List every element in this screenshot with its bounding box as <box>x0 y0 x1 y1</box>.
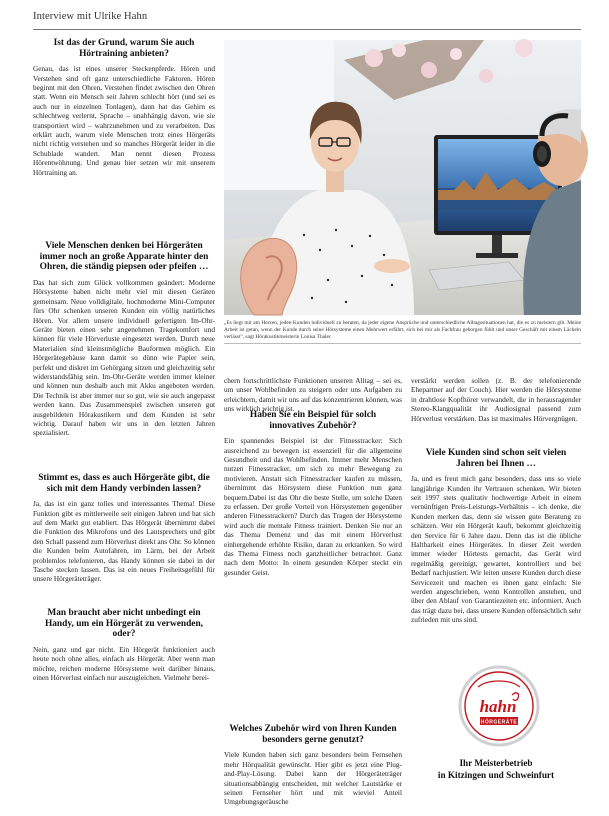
answer-beliebtes-zubehoer: Viele Kunden haben sich ganz besonders beim Fernsehen mehr Hörqualität gewünscht. Hier gibt es jetzt eine Plug-and-Play-Lösung. Dabei kann der Hörgeräteträger situationsabhängig entscheiden, mit welcher Lautstärke er seinen Fernseher hört und mit wieviel Anteil Umgebungsgeräusche <box>224 750 402 807</box>
answer-ohne-handy-continued: chern fortschrittlichste Funktionen unseren Alltag – sei es, um unser Wohlbefinden zu steigern oder uns Aufgaben zu erleichtern, damit wir uns auf das konzentrieren können, was uns wirklich wichtig ist. <box>224 376 402 414</box>
page-header <box>33 8 581 30</box>
column-left <box>33 36 215 710</box>
fitting-session-photo <box>224 40 581 315</box>
logo-subtitle: HÖRGERÄTE <box>480 719 518 726</box>
photo-illustration <box>224 40 581 315</box>
answer-beliebtes-zubehoer-continued: verstärkt werden sollen (z. B. der telefonierende Ehepartner auf der Couch). Hier werden die Hörsysteme in drahtlose Kopfhörer verwandelt, die in herausragender Stereo-Klangqualität ihr Audiosignal passend zum Hörverlust verstärken. Das ist maximales Hörvergnügen. <box>411 376 581 423</box>
sponsor-line-1: Ihr Meisterbetrieb <box>459 758 533 768</box>
sponsor-tagline <box>411 758 581 781</box>
question-heading-hoertraining: Ist das der Grund, warum Sie auch Hörtraining anbieten? <box>53 38 195 59</box>
answer-grosse-apparate: Das hat sich zum Glück vollkommen geändert: Moderne Hörsysteme haben nicht mehr viel mit diesen Geräten gemeinsam. Neue volldigitale, hochmoderne Mini-Computer fürs Ohr schenken unseren Kunden ein völlig natürliches Hören. Vor allem unsere individuell gefertigten Im-Ohr-Geräte bieten einen sehr angenehmen Tragekomfort und können für viele Hörverluste eingesetzt werden. Durch neue Materialien sind kleinstmögliche Bauformen möglich. Ein Hörgerätegehäuse kann damit so dünn wie Papier sein, perfekt und diskret im Gehörgang sitzen und gleichzeitig sehr widerstandsfähig sein. Im-Ohr-Geräte werden immer kleiner und können nun deshalb auch mit Akku angeboten werden. Die Technik ist aber immer nur so gut, wie sie auch angepasst werden kann. Das Zusammenspiel zwischen unseren gut ausgebildeten Hörakustikern und dem Kunden ist sehr wichtig. Darauf haben wir uns in den letzten Jahren spezialisiert. <box>33 277 215 438</box>
answer-handy-verbinden: Ja, das ist ein ganz tolles und interessantes Thema! Diese Funktion gibt es mittlerweile seit einigen Jahren und hat sich auf dem Markt gut etabliert. Das Hörgerät übernimmt dabei die Funktion des Mikrofons und des Lautsprechers und gibt den Schall passend zum Hörverlust direkt ans Ohr. So können die Kunden beim Autofahren, im Lärm, bei der Arbeit problemlos telefonieren, das Handy können sie dabei in der Tasche stecken lassen. Das ist ein neues Freiheitsgefühl für unsere Hörgeräteträger. <box>33 499 215 584</box>
logo-word: hahn <box>479 697 517 716</box>
hahn-hoergeraete-logo <box>458 665 540 747</box>
question-heading-langjaehrige-kunden: Viele Kunden sind schon seit vielen Jahren bei Ihnen … <box>425 448 567 469</box>
answer-hoertraining: Genau, das ist eines unserer Steckenpferde. Hören und Verstehen sind oft ganz unterschiedliche Faktoren. Hören beginnt mit den Ohren, Verstehen findet zwischen den Ohren statt. Wenn ein Mensch seit Jahren schlecht hört (und sei es auch nur in einzelnen Tonlagen), dann hat das Gehirn es schlechtweg verlernt, Sprache – unabhängig davon, wie sie transportiert wird – wahrzunehmen und zu verarbeiten. Das erklärt auch, warum viele Menschen trotz eines Hörgeräts nicht richtig verstehen und so manches Hörgerät leider in die Schublade wandert. Man nennt diesen Prozess Hörentwöhnung. Und genau hier setzen wir mit unserem Hörtraining an. <box>33 64 215 177</box>
answer-ohne-handy: Nein, ganz und gar nicht. Ein Hörgerät funktioniert auch heute noch ohne alles, einfach als Hörgerät. Aber wenn man möchte, reichen moderne Hörsysteme weit darüber hinaus, einen Hörverlust einfach nur auszugleichen. Vielmehr berei- <box>33 644 215 683</box>
question-heading-zubehoer-beispiel: Haben Sie ein Beispiel für solch innovatives Zubehör? <box>249 410 377 431</box>
sponsor-line-2: in Kitzingen und Schweinfurt <box>437 769 555 780</box>
column-middle <box>224 376 402 816</box>
question-heading-beliebtes-zubehoer: Welches Zubehör wird von Ihren Kunden besonders gerne genutzt? <box>229 724 397 745</box>
logo-mark <box>458 665 540 747</box>
header-title: Interview mit Ulrike Hahn <box>33 11 148 22</box>
caption-divider <box>224 343 581 344</box>
question-heading-ohne-handy: Man braucht aber nicht unbedingt ein Handy, um ein Hörgerät zu verwenden, oder? <box>44 608 204 640</box>
photo-caption: „Es liegt mir am Herzen, jeden Kunden individuell zu beraten, da jeder eigene Ansprüche und unterschiedliche Alltagssituationen hat, die es zu meistern gilt. Meine Arbeit ist getan, wenn der Kunde durch seine Hörsysteme einen Mehrwert erfährt, sich bei mir als Fachfrau geborgen fühlt und unser Geschäft mit einem Lächeln verlässt", sagt Hörakustikmeisterin Louisa Thaler. <box>224 320 581 341</box>
answer-langjaehrige-kunden: Ja, und es freut mich ganz besonders, dass uns so viele langjährige Kunden ihr Vertrauen schenken. Wir bieten seit 1997 stets qualitativ hochwertige Arbeit in einem vernünftigen Preis-Leistungs-Verhältnis – ich denke, die Kunden merken das, denn sie wissen gute Beratung zu schätzen. Wer ein Hörgerät kauft, bekommt gleichzeitig den Service für 6 Jahre dazu. Denn das ist die übliche Haltbarkeit eines Hörgerätes. In dieser Zeit werden immer wieder Hörtests gemacht, das Gerät wird regelmäßig gereinigt, gewartet, kontrolliert und bei Bedarf nachjustiert. Wir leiten unsere Kunden durch diese Servicezeit und machen es ihnen ganz einfach: Sie werden angeschrieben, wenn Kontrollen anstehen, und über den Ablauf von Garantiezeiten etc. informiert. Auch das trägt dazu bei, dass unsere Kunden offensichtlich sehr zufrieden mit uns sind. <box>411 474 581 625</box>
question-heading-handy-verbinden: Stimmt es, dass es auch Hörgeräte gibt, die sich mit dem Handy verbinden lassen? <box>38 472 210 494</box>
answer-zubehoer-beispiel: Ein spannendes Beispiel ist der Fitnesstracker: Sich ausreichend zu bewegen ist essenziell für die allgemeine Gesundheit und das Wohlbefinden. Immer mehr Menschen nutzen Fitnesstracker, um sich zu mehr Bewegung zu motivieren. Anstatt sich Fitnesstracker kaufen zu müssen, übernimmt das Hörsystem diese Funktion nun ganz bequem.Dabei ist das Ohr die beste Stelle, um solche Daten zu erfassen. Der große Vorteil von Hörsystemen gegenüber anderen Fitnesstrackern? Durch das Tragen der Hörsysteme wird auch die mentale Fitness trainiert. Denken Sie nur an das Thema Demenz und das mit einem Hörverlust einhergehende erhöhte Risiko, daran zu erkranken. So wird das Thema Fitness noch ganzheitlicher betrachtet. Ganz nach dem Motto: In einem gesunden Körper steckt ein gesunder Geist. <box>224 436 402 577</box>
column-right <box>411 376 581 671</box>
question-heading-grosse-apparate: Viele Menschen denken bei Hörgeräten immer noch an große Apparate hinter den Ohren, die ständig piepsen oder pfeifen … <box>39 241 209 273</box>
